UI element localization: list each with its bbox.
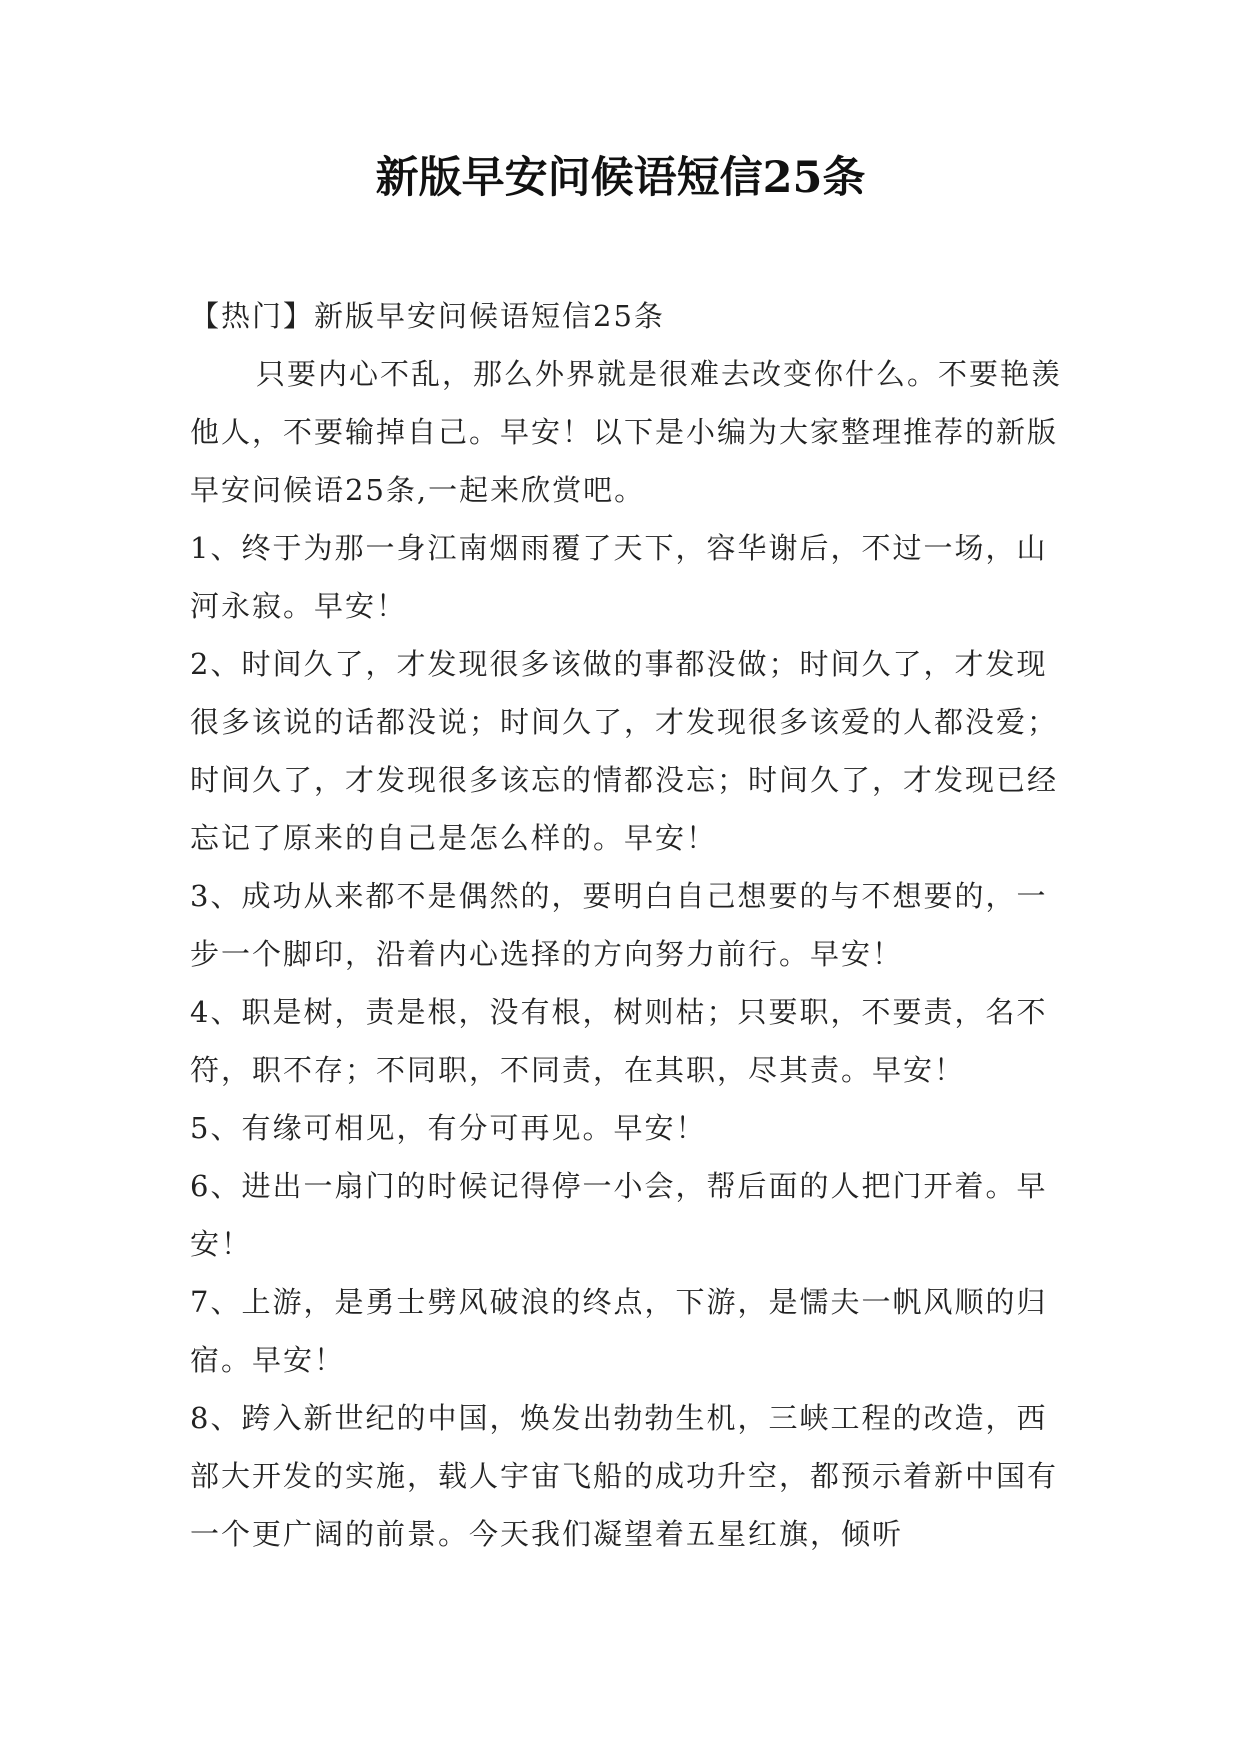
list-item-4: 4、职是树，责是根，没有根，树则枯；只要职，不要责，名不符，职不存；不同职，不同责，在其职，尽其责。早安！ [190, 995, 1048, 1087]
intro-paragraph: 只要内心不乱，那么外界就是很难去改变你什么。不要艳羡他人，不要输掉自己。早安！以下是小编为大家整理推荐的新版早安问候语25条,一起来欣赏吧。 [190, 357, 1063, 507]
list-item-8: 8、跨入新世纪的中国，焕发出勃勃生机，三峡工程的改造，西部大开发的实施，载人宇宙飞船的成功升空，都预示着新中国有一个更广阔的前景。今天我们凝望着五星红旗，倾听 [190, 1401, 1059, 1551]
list-item-7: 7、上游，是勇士劈风破浪的终点，下游，是懦夫一帆风顺的归宿。早安！ [190, 1285, 1048, 1377]
list-item-5: 5、有缘可相见，有分可再见。早安！ [190, 1111, 707, 1145]
list-item-3: 3、成功从来都不是偶然的，要明白自己想要的与不想要的，一步一个脚印，沿着内心选择的方向努力前行。早安！ [190, 879, 1048, 971]
list-item-1: 1、终于为那一身江南烟雨覆了天下，容华谢后，不过一场，山河永寂。早安！ [190, 531, 1048, 623]
list-item-2: 2、时间久了，才发现很多该做的事都没做；时间久了，才发现很多该说的话都没说；时间久了，才发现很多该爱的人都没爱；时间久了，才发现很多该忘的情都没忘；时间久了，才发现已经忘记了原来的自己是怎么样的。早安！ [190, 647, 1059, 855]
list-item-6: 6、进出一扇门的时候记得停一小会，帮后面的人把门开着。早安！ [190, 1169, 1048, 1261]
document-title: 新版早安问候语短信25条 [375, 153, 866, 203]
document-subtitle: 【热门】新版早安问候语短信25条 [190, 299, 665, 333]
document-body [190, 287, 1070, 1563]
